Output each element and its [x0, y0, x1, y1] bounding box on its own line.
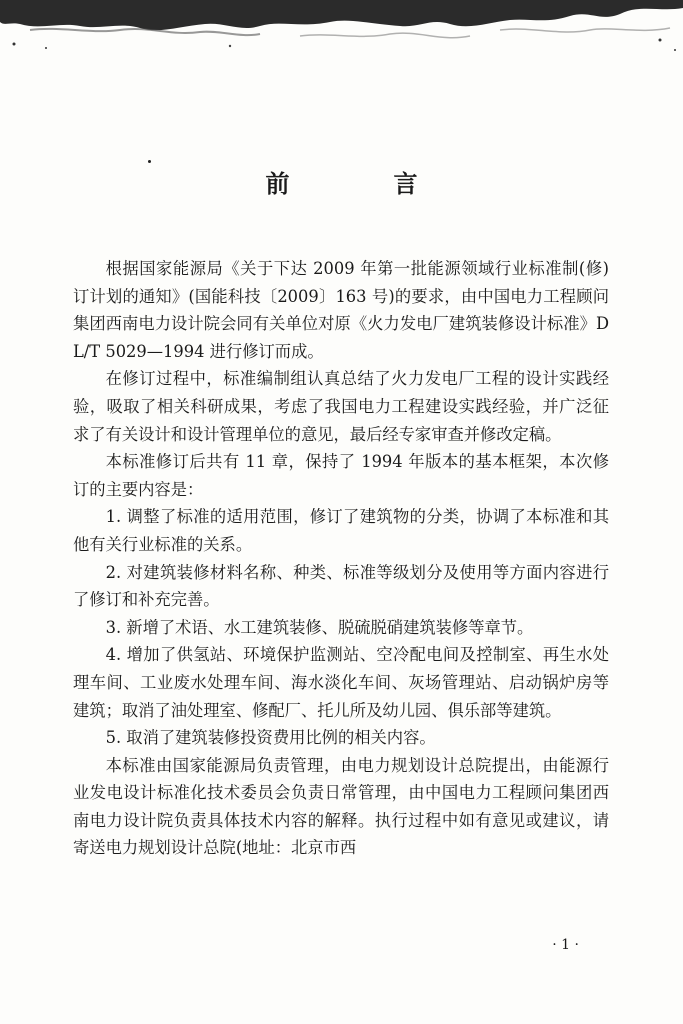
list-item: 3. 新增了术语、水工建筑装修、脱硫脱硝建筑装修等章节。	[105, 617, 534, 637]
scan-speck	[148, 160, 151, 163]
list-item: 2. 对建筑装修材料名称、种类、标准等级划分及使用等方面内容进行了修订和补充完善。	[73, 562, 609, 610]
body-text	[73, 255, 609, 862]
list-item: 4. 增加了供氢站、环境保护监测站、空冷配电间及控制室、再生水处理车间、工业废水处理车间、海水淡化车间、灰场管理站、启动锅炉房等建筑；取消了油处理室、修配厂、托儿所及幼儿园、俱乐部等建筑。	[73, 645, 609, 720]
paragraph: 在修订过程中，标准编制组认真总结了火力发电厂工程的设计实践经验，吸取了相关科研成果，考虑了我国电力工程建设实践经验，并广泛征求了有关设计和设计管理单位的意见，最后经专家审查并修改定稿。	[73, 369, 609, 444]
page-number: · 1 ·	[552, 937, 579, 953]
page-title: 前 言	[265, 169, 458, 198]
list-item: 1. 调整了标准的适用范围，修订了建筑物的分类，协调了本标准和其他有关行业标准的关系。	[73, 507, 609, 554]
paragraph: 根据国家能源局《关于下达 2009 年第一批能源领域行业标准制(修)订计划的通知》(国能科技〔2009〕163 号)的要求，由中国电力工程顾问集团西南电力设计院会同有关单位对原《火力发电厂建筑装修设计标准》DL/T 5029—1994 进行修订而成。	[73, 259, 609, 361]
paragraph: 本标准修订后共有 11 章，保持了 1994 年版本的基本框架，本次修订的主要内容是：	[73, 452, 609, 499]
list-item: 5. 取消了建筑装修投资费用比例的相关内容。	[105, 728, 436, 748]
paragraph: 本标准由国家能源局负责管理，由电力规划设计总院提出，由能源行业发电设计标准化技术委员会负责日常管理，由中国电力工程顾问集团西南电力设计院负责具体技术内容的解释。执行过程中如有意见或建议，请寄送电力规划设计总院(地址：北京市西	[73, 755, 609, 858]
scan-noise-edge	[0, 0, 683, 60]
